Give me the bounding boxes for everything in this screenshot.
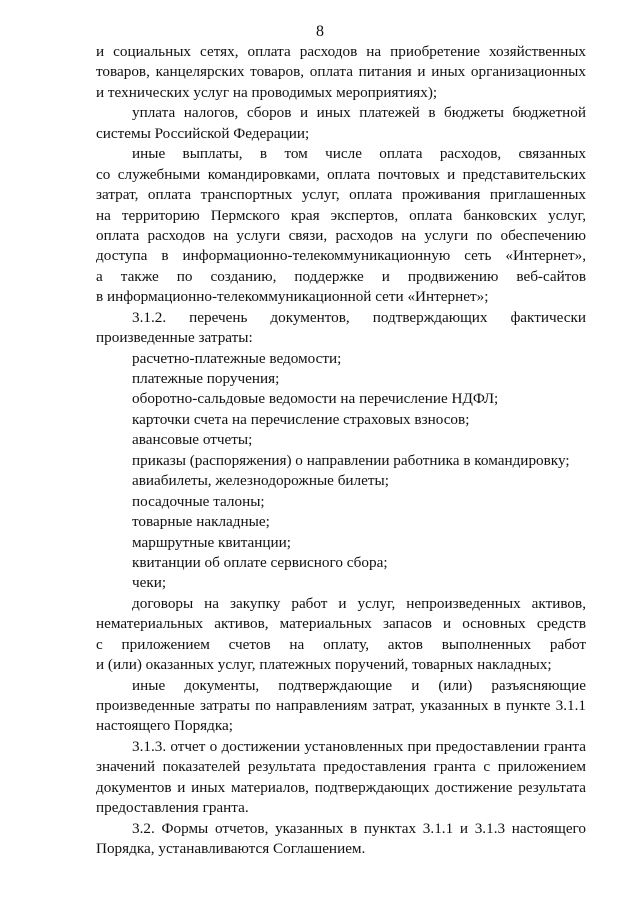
text-line: настоящего Порядка;	[96, 717, 233, 735]
text-line: квитанции об оплате сервисного сбора;	[132, 553, 388, 571]
text-line: товаров, канцелярских товаров, оплата питания и иных организационных	[96, 63, 586, 81]
text-line: и (или) оказанных услуг, платежных поручений, товарных накладных;	[96, 656, 552, 674]
text-line: посадочные талоны;	[132, 492, 265, 510]
text-line: доступа в информационно-телекоммуникационную сеть «Интернет»,	[96, 247, 586, 265]
text-line: договоры на закупку работ и услуг, непроизведенных активов,	[132, 594, 586, 612]
text-line: иные документы, подтверждающие и (или) разъясняющие	[132, 676, 586, 694]
text-line: расчетно-платежные ведомости;	[132, 349, 342, 367]
text-line: чеки;	[132, 574, 167, 592]
text-line: оборотно-сальдовые ведомости на перечисление НДФЛ;	[132, 390, 499, 408]
text-line: в информационно-телекоммуникационной сети «Интернет»;	[96, 288, 489, 306]
text-line: уплата налогов, сборов и иных платежей в бюджеты бюджетной	[132, 104, 586, 122]
text-line: произведенные затраты:	[96, 329, 253, 347]
text-line: Порядка, устанавливаются Соглашением.	[96, 840, 366, 858]
text-line: нематериальных активов, материальных запасов и основных средств	[96, 615, 586, 633]
text-line: маршрутные квитанции;	[132, 533, 292, 551]
text-line: авансовые отчеты;	[132, 431, 253, 449]
text-line: карточки счета на перечисление страховых взносов;	[132, 410, 470, 428]
text-line: а также по созданию, поддержке и продвижению веб-сайтов	[96, 267, 586, 285]
text-line: произведенные затраты по направлениям затрат, указанных в пункте 3.1.1	[96, 697, 586, 714]
text-line: документов и иных материалов, подтверждающих достижение результата	[96, 778, 586, 796]
text-line: платежные поручения;	[132, 370, 280, 387]
text-line: иные выплаты, в том числе оплата расходов, связанных	[132, 145, 586, 163]
text-line: товарные накладные;	[132, 513, 270, 531]
text-line: затрат, оплата транспортных услуг, оплата проживания приглашенных	[96, 186, 586, 204]
text-line: на территорию Пермского края экспертов, оплата банковских услуг,	[96, 206, 586, 224]
text-line: с приложением счетов на оплату, актов выполненных работ	[96, 635, 586, 653]
text-line: 3.2. Формы отчетов, указанных в пунктах 3.1.1 и 3.1.3 настоящего	[132, 819, 586, 837]
text-line: и социальных сетях, оплата расходов на приобретение хозяйственных	[96, 43, 586, 60]
text-line: авиабилеты, железнодорожные билеты;	[132, 472, 389, 490]
document-body	[96, 42, 586, 860]
text-line: значений показателей результата предоставления гранта с приложением	[96, 758, 586, 776]
text-line: со служебными командировками, оплата почтовых и представительских	[96, 165, 586, 183]
text-line: 3.1.2. перечень документов, подтверждающих фактически	[132, 308, 586, 326]
text-line: оплата расходов на услуги связи, расходов на услуги по обеспечению	[96, 226, 586, 244]
text-line: 3.1.3. отчет о достижении установленных при предоставлении гранта	[132, 737, 586, 755]
text-line: приказы (распоряжения) о направлении работника в командировку;	[132, 451, 570, 469]
text-line: и технических услуг на проводимых мероприятиях);	[96, 83, 438, 101]
page-number: 8	[316, 23, 324, 40]
text-line: предоставления гранта.	[96, 799, 249, 817]
text-line: системы Российской Федерации;	[96, 124, 310, 142]
